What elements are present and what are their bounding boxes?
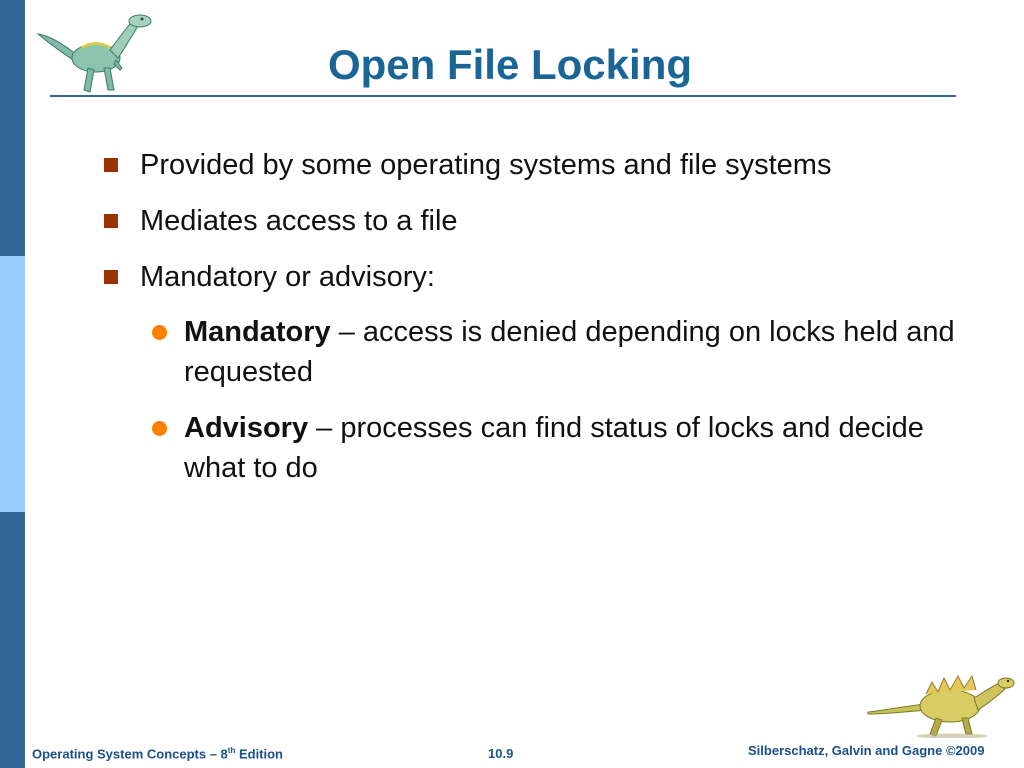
footer-edition-word: Edition [235, 746, 284, 762]
footer-edition-superscript: th [227, 746, 236, 755]
sub-bullet-text: – processes can find status of locks and decide what to do [184, 412, 924, 484]
bullet-text: Mandatory or advisory: [140, 261, 435, 293]
bullet-item [100, 146, 980, 184]
footer-copyright: Silberschatz, Galvin and Gagne ©2009 [748, 743, 985, 758]
bullet-text: Provided by some operating systems and file systems [140, 149, 832, 181]
dinosaur-logo-bottom [866, 658, 1016, 738]
sub-bullet-item [100, 408, 980, 488]
bullet-list [100, 146, 980, 314]
sub-bullet-term: Mandatory [184, 316, 331, 348]
sidebar-segment-top [0, 0, 25, 256]
sub-bullet-term: Advisory [184, 412, 309, 444]
left-sidebar [0, 0, 25, 768]
footer-page-number: 10.9 [488, 746, 514, 761]
square-bullet-icon [104, 214, 118, 228]
sub-bullet-list [100, 312, 980, 504]
square-bullet-icon [104, 158, 118, 172]
bullet-item [100, 202, 980, 240]
bullet-text: Mediates access to a file [140, 205, 458, 237]
slide-title: Open File Locking [327, 41, 693, 88]
square-bullet-icon [104, 270, 118, 284]
title-divider [50, 95, 956, 97]
round-bullet-icon [152, 421, 167, 436]
footer-book-title-text: Operating System Concepts – 8 [32, 746, 228, 762]
sidebar-segment-bottom [0, 512, 25, 768]
sub-bullet-text: – access is denied depending on locks held and requested [184, 316, 955, 388]
footer-book-title [32, 746, 283, 761]
bullet-item [100, 258, 980, 296]
sidebar-segment-middle [0, 256, 25, 512]
round-bullet-icon [152, 325, 167, 340]
sub-bullet-item [100, 312, 980, 392]
